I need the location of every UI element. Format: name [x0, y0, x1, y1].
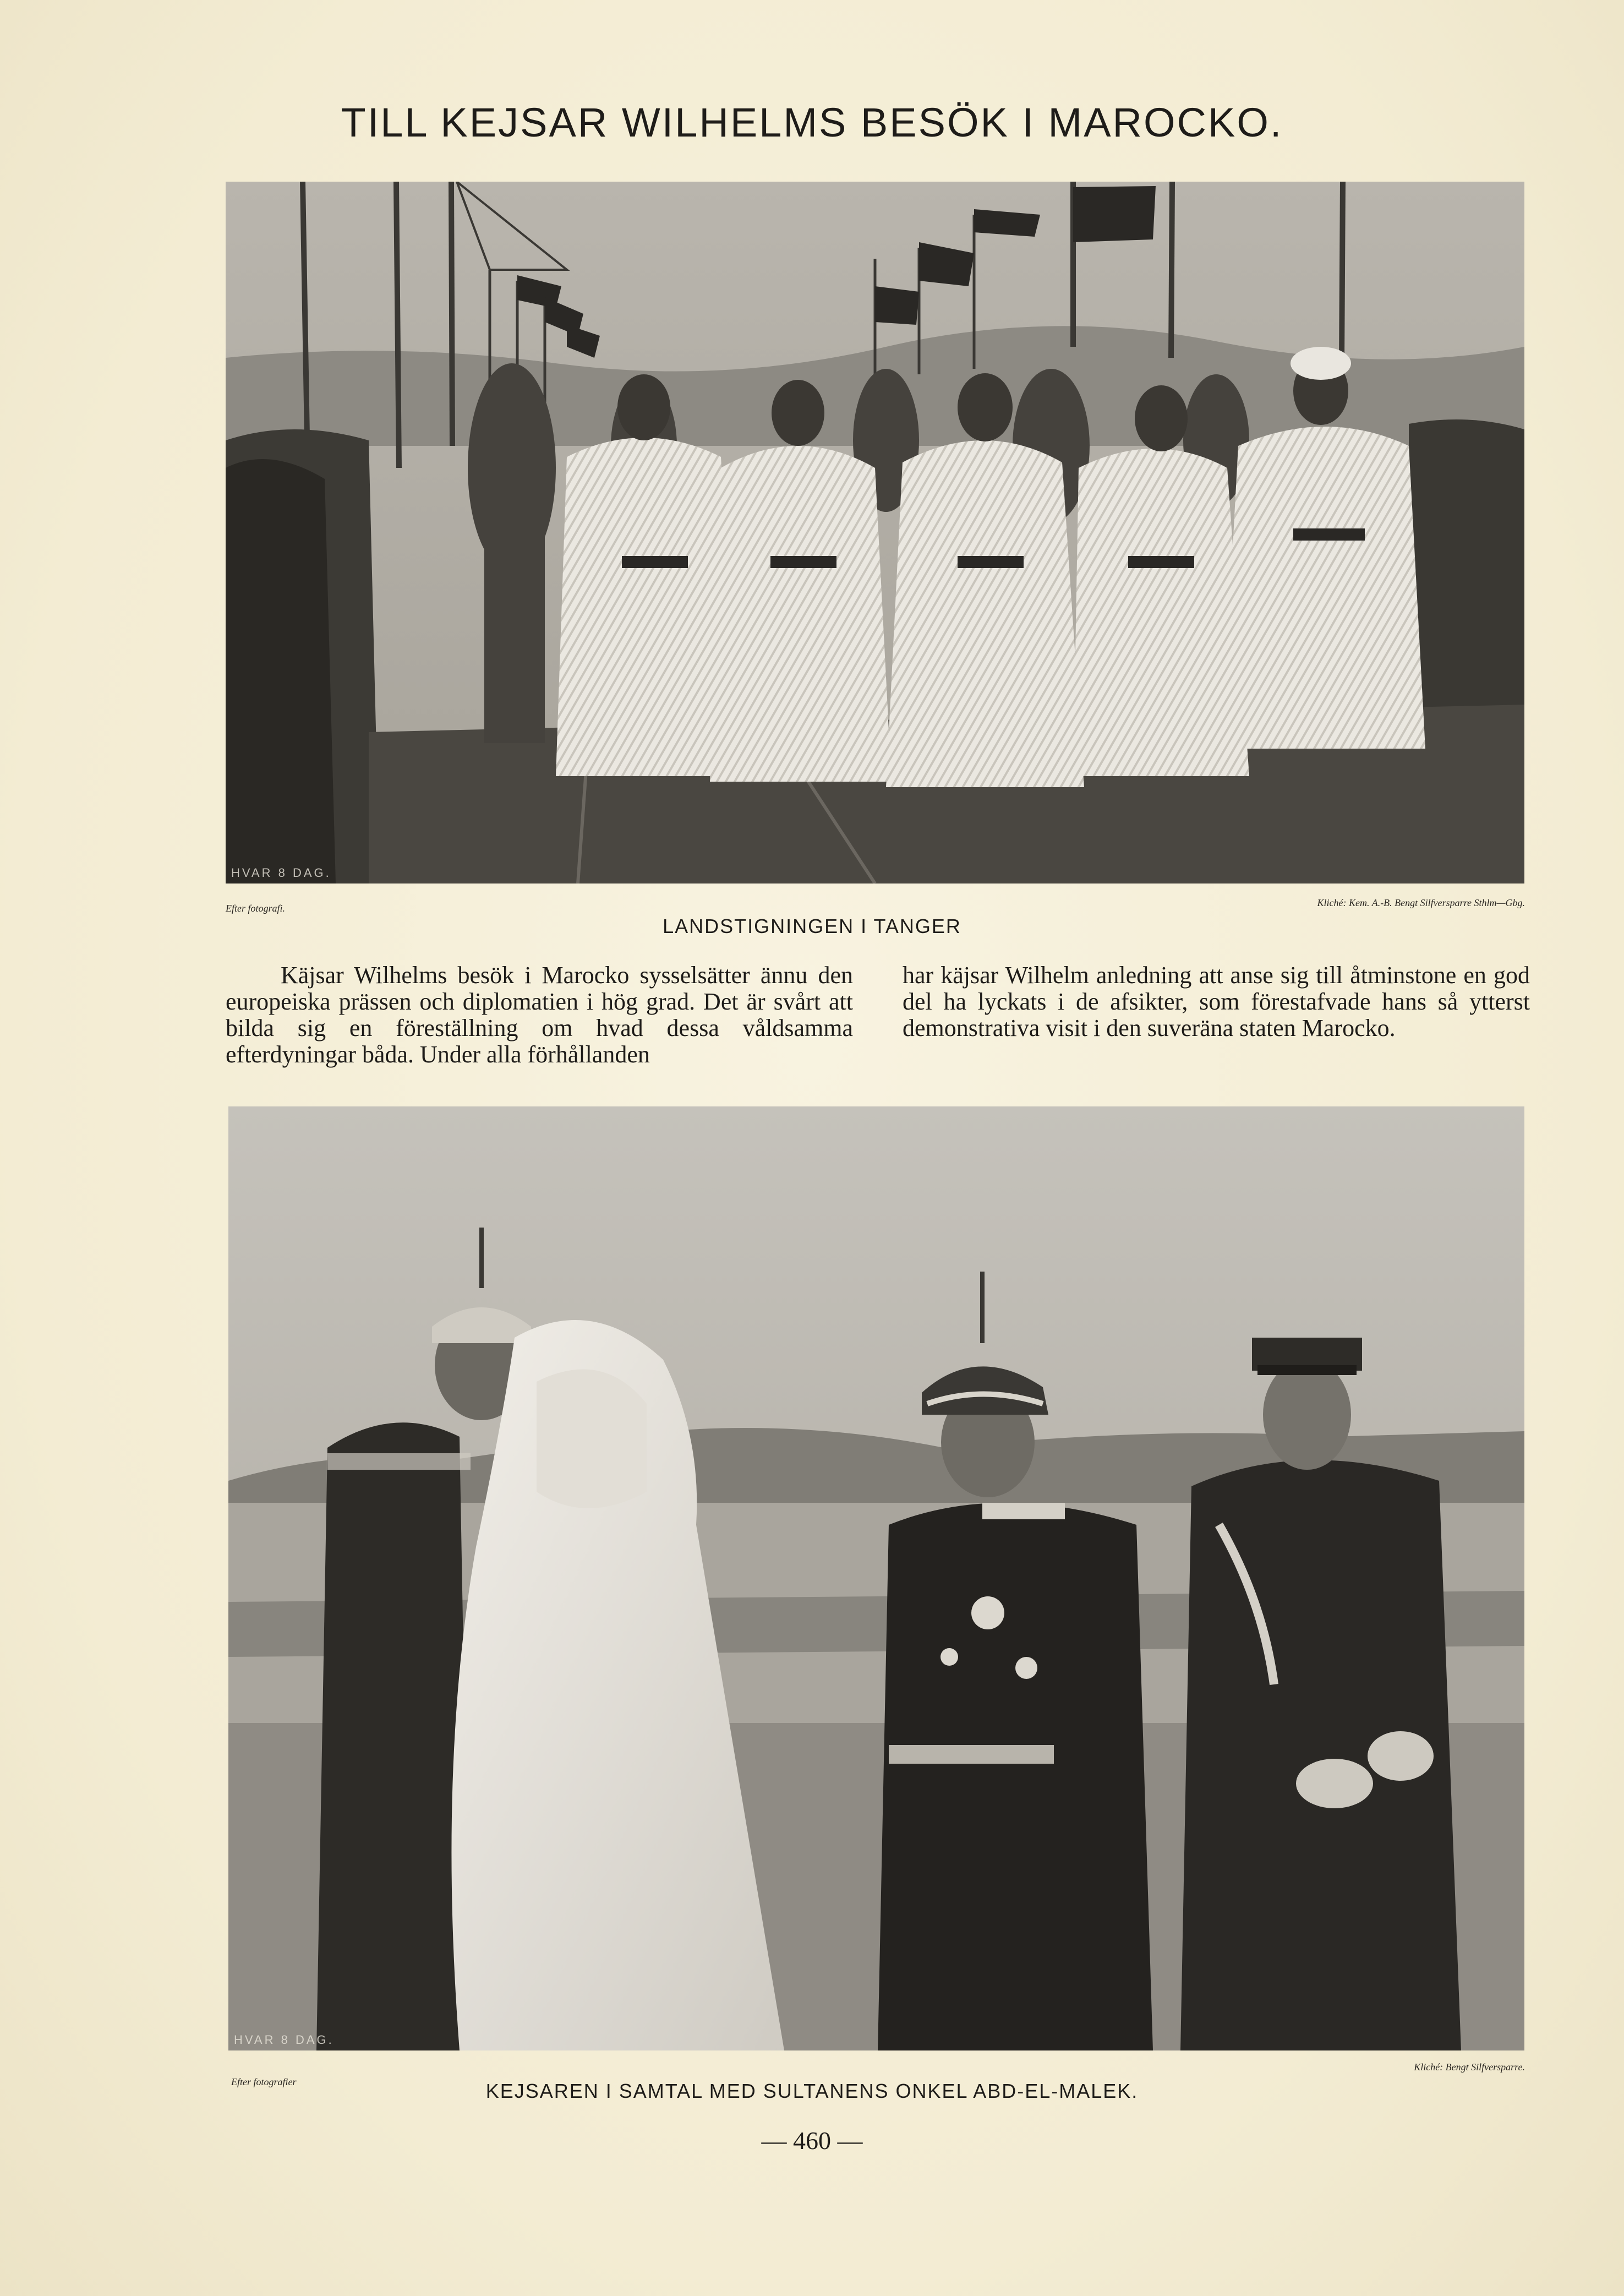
- article-paragraph: har käjsar Wilhelm anledning att anse sig till åtminstone en god del ha lyckats i de afsikter, som förestafvade hans så ytterst demonstrativa visit i den suveräna staten Marocko.: [903, 962, 1530, 1041]
- article-column-left: [226, 962, 853, 1068]
- photo-credit-left: Efter fotografier: [231, 2076, 297, 2087]
- photo-kaiser-conversation: [228, 1106, 1524, 2050]
- article-column-right: [903, 962, 1530, 1041]
- photo-caption: LANDSTIGNINGEN I TANGER: [663, 915, 961, 937]
- page-number: — 460 —: [761, 2126, 863, 2155]
- article-paragraph: Käjsar Wilhelms besök i Marocko sysselsätter ännu den europeiska prässen och diplomatien i hög grad. Det är svårt att bilda sig en föreställning om hvad dessa våldsamma efterdyningar båda. Under alla förhållanden: [226, 962, 853, 1068]
- photo-watermark: HVAR 8 DAG.: [231, 866, 331, 880]
- photo-watermark: HVAR 8 DAG.: [234, 2033, 334, 2047]
- photo-credit-right: Kliché: Kem. A.-B. Bengt Silfversparre Sthlm—Gbg.: [1317, 897, 1525, 908]
- page-title: TILL KEJSAR WILHELMS BESÖK I MAROCKO.: [341, 100, 1283, 145]
- photo-conversation-illustration: [228, 1106, 1524, 2050]
- photo-credit-right: Kliché: Bengt Silfversparre.: [1414, 2062, 1525, 2073]
- photo-landing-illustration: [226, 182, 1524, 884]
- photo-caption: KEJSAREN I SAMTAL MED SULTANENS ONKEL ABD-EL-MALEK.: [485, 2080, 1139, 2102]
- photo-landing-in-tangier: [226, 182, 1524, 884]
- photo-credit-left: Efter fotografi.: [226, 903, 285, 914]
